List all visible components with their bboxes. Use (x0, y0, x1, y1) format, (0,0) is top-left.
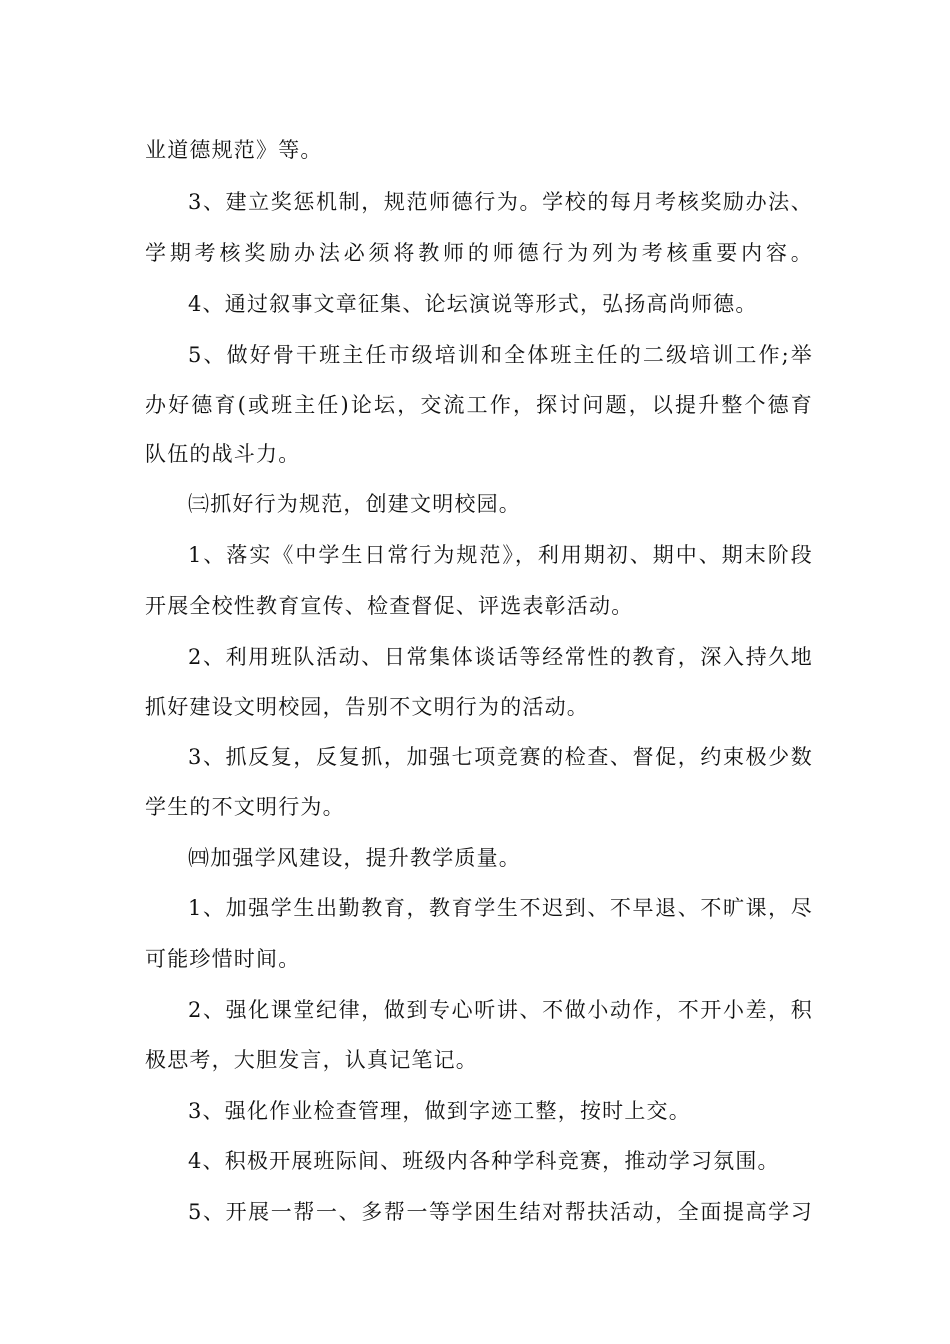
text-line: 队伍的战斗力。 (145, 442, 301, 466)
text-line: 极思考，大胆发言，认真记笔记。 (145, 1048, 478, 1072)
text-line: 学生的不文明行为。 (145, 795, 345, 819)
text-line: 5、做好骨干班主任市级培训和全体班主任的二级培训工作;举 (188, 343, 813, 367)
text-line: 4、积极开展班际间、班级内各种学科竞赛，推动学习氛围。 (188, 1149, 780, 1173)
text-line: 1、落实《中学生日常行为规范》，利用期初、期中、期末阶段 (188, 543, 813, 567)
text-line: 抓好建设文明校园，告别不文明行为的活动。 (145, 695, 589, 719)
text-line: 3、建立奖惩机制，规范师德行为。学校的每月考核奖励办法、 (188, 190, 813, 214)
text-line: 5、开展一帮一、多帮一等学困生结对帮扶活动，全面提高学习 (188, 1200, 813, 1224)
text-line: 4、通过叙事文章征集、论坛演说等形式，弘扬高尚师德。 (188, 292, 758, 316)
text-line: 3、抓反复，反复抓，加强七项竞赛的检查、督促，约束极少数 (188, 745, 813, 769)
text-line: 办好德育(或班主任)论坛，交流工作，探讨问题，以提升整个德育 (145, 393, 813, 417)
text-line: 业道德规范》等。 (145, 138, 323, 162)
text-line: 学期考核奖励办法必须将教师的师德行为列为考核重要内容。 (145, 241, 813, 265)
text-line: 开展全校性教育宣传、检查督促、评选表彰活动。 (145, 594, 634, 618)
section-heading: ㈢抓好行为规范，创建文明校园。 (188, 492, 521, 516)
text-line: 1、加强学生出勤教育，教育学生不迟到、不早退、不旷课，尽 (188, 896, 813, 920)
text-line: 可能珍惜时间。 (145, 947, 301, 971)
text-line: 2、强化课堂纪律，做到专心听讲、不做小动作，不开小差，积 (188, 998, 813, 1022)
section-heading: ㈣加强学风建设，提升教学质量。 (188, 846, 521, 870)
text-line: 2、利用班队活动、日常集体谈话等经常性的教育，深入持久地 (188, 645, 813, 669)
text-line: 3、强化作业检查管理，做到字迹工整，按时上交。 (188, 1099, 691, 1123)
